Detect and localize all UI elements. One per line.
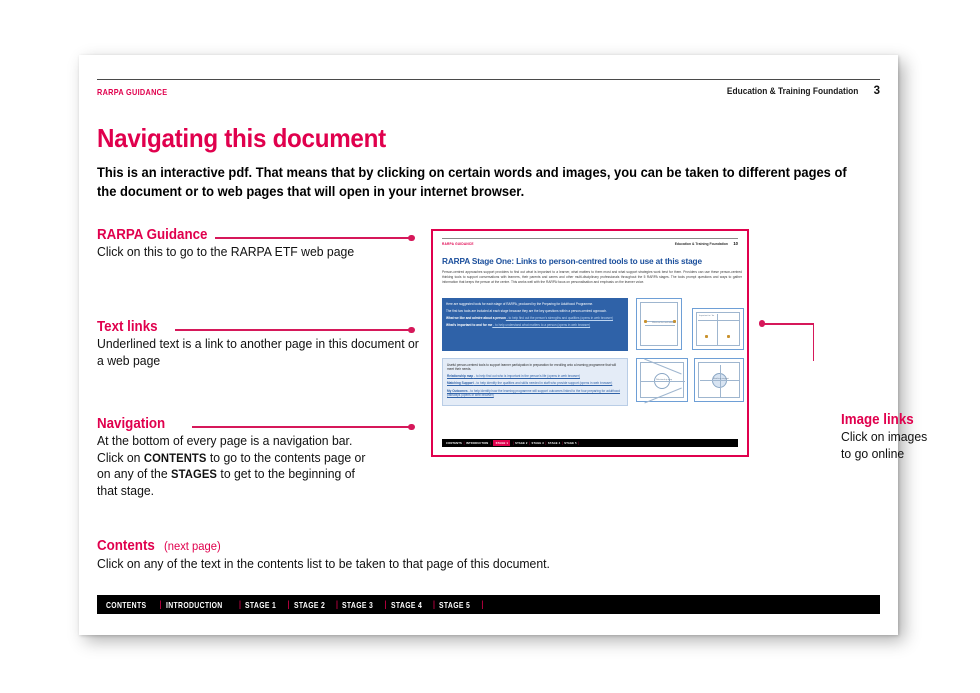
navigation-line-3-post: to get to the beginning of (217, 467, 355, 482)
nav-item-introduction[interactable]: INTRODUCTION (165, 599, 223, 610)
card-caption: Matching support (713, 378, 729, 380)
thumb-nav-separator: | (561, 441, 563, 445)
card-circle (654, 373, 673, 389)
thumbnail-title: RARPA Stage One: Links to person-centred tools to use at this stage (442, 256, 702, 266)
navigation-line-3-pre: on any of the (97, 467, 172, 482)
blue-callout-line-1: Here are suggested tools for each stage of RARPA, produced by the Preparing for Adulthood Programme. (446, 301, 594, 306)
blue-callout-link-2[interactable]: What's important to and for me (446, 323, 493, 328)
image-link-card-1[interactable] (636, 298, 682, 350)
thumbnail-image-link-grid (636, 298, 746, 410)
explainer-body (841, 429, 957, 462)
light-callout-link-1-note[interactable]: - to help find out who is important in the person's life (opens in web browser) (473, 374, 580, 379)
thumb-nav-item-introduction[interactable]: INTRODUCTION (466, 441, 489, 445)
explainer-heading (97, 537, 797, 555)
explainer-heading (97, 227, 437, 243)
thumb-nav-item-contents[interactable]: CONTENTS (446, 441, 462, 445)
explainer-heading-label: RARPA Guidance (97, 227, 208, 243)
connector-elbow-image-links (759, 323, 821, 363)
card-figure-icon (705, 335, 708, 338)
navigation-line-1: At the bottom of every page is a navigation bar. (97, 434, 353, 448)
thumb-nav-separator: | (529, 441, 530, 445)
thumbnail-navigation-bar[interactable] (442, 439, 738, 447)
blue-callout-line-3 (446, 316, 624, 321)
connector-line-text-links (175, 329, 412, 331)
running-head-left: RARPA GUIDANCE (97, 87, 168, 97)
image-link-card-3[interactable] (636, 358, 688, 402)
thumb-nav-separator: | (490, 441, 491, 445)
blue-callout-line-4 (446, 323, 624, 328)
light-callout-link-3-note[interactable]: - to help identify how the learning programme will support outcomes linked to the four preparing for adulthood pathways (opens in web browser) (447, 388, 621, 398)
navigation-line-4: that stage. (97, 484, 155, 499)
light-callout-link-1[interactable]: Relationship map (447, 374, 474, 379)
card-figure-icon (644, 320, 647, 323)
explainer-rarpa-guidance (97, 227, 437, 261)
thumb-nav-separator: | (545, 441, 547, 445)
thumbnail-running-head (442, 238, 738, 249)
running-head (97, 79, 880, 105)
nav-item-contents[interactable]: CONTENTS (106, 599, 147, 610)
nav-separator: | (481, 598, 484, 610)
thumbnail-running-head-right: Education & Training Foundation (674, 241, 728, 246)
card-caption: Important to / for (699, 315, 715, 317)
card-line (645, 325, 675, 326)
connector-line-rarpa-guidance (215, 237, 412, 239)
thumb-nav-item-stage-3[interactable]: STAGE 3 (531, 441, 544, 445)
light-callout-link-2-note[interactable]: - to help identify the qualities and skills needed in staff who provide support (opens in web browser) (473, 381, 613, 386)
explainer-heading-label: Navigation (97, 416, 166, 432)
thumb-nav-item-stage-4[interactable]: STAGE 4 (547, 441, 561, 445)
nav-separator: | (238, 598, 242, 610)
card-caption: What we like and admire (652, 322, 675, 324)
thumbnail-paragraph: Person-centred approaches support providers to find out what is important to a learner, what matters to them most and what support strategies work best for them. Providers can use these person-centred thinking tools to support conversations with learners, their parents and carers and other multi-disciplinary professionals throughout the 5 RARPA stages. The tools prompt questions and ways to gather information that keeps the person at the centre. This works well with the RARPA focus on personalisation and emphasis on the learner voice. (442, 270, 742, 285)
blue-callout-line-2: The first two tools are included at each stage because they are the key questions within a person-centred approach. (446, 308, 607, 313)
explainer-body: Click on this to go to the RARPA ETF web page (97, 245, 355, 259)
card-spoke (720, 365, 721, 397)
page-thumbnail-preview[interactable] (431, 229, 749, 457)
running-head-right: Education & Training Foundation (726, 86, 858, 97)
light-callout-intro: Useful person-centred tools to support learner participation in preparation for enrolling onto a learning programme that will meet their needs. (447, 362, 616, 372)
image-link-card-4[interactable] (694, 358, 744, 402)
explainer-body (97, 433, 427, 500)
card-sheet (696, 312, 740, 346)
page-title: Navigating this document (97, 123, 386, 153)
thumbnail-running-head-left: RARPA GUIDANCE (442, 242, 474, 246)
thumb-nav-item-stage-5[interactable]: STAGE 5 (564, 441, 577, 445)
light-callout-item-2 (447, 381, 623, 386)
nav-item-stage-4[interactable]: STAGE 4 (390, 599, 422, 610)
navigation-contents-emphasis: CONTENTS (143, 451, 207, 465)
thumbnail-blue-callout (442, 298, 628, 351)
navigation-stages-emphasis: STAGES (171, 468, 218, 482)
connector-line-navigation (192, 426, 412, 428)
nav-item-stage-1[interactable]: STAGE 1 (245, 599, 277, 610)
thumbnail-light-callout (442, 358, 628, 406)
nav-item-stage-5[interactable]: STAGE 5 (439, 599, 471, 610)
page-number: 3 (873, 85, 880, 97)
light-callout-link-2[interactable]: Matching Support (447, 381, 474, 386)
explainer-heading (97, 319, 437, 335)
blue-callout-link-1[interactable]: What we like and admire about a person (446, 316, 506, 321)
navigation-line-2-pre: Click on (97, 450, 144, 465)
thumb-nav-item-stage-1-active[interactable]: STAGE 1 (493, 440, 510, 445)
document-page (79, 55, 928, 635)
explainer-navigation (97, 416, 437, 500)
contents-heading-label: Contents (97, 538, 155, 554)
nav-separator: | (432, 598, 436, 610)
explainer-heading-label: Text links (97, 319, 158, 335)
light-callout-item-1 (447, 374, 623, 379)
blue-callout-link-2-note[interactable]: - to help understand what matters to a person (opens in web browser) (492, 323, 591, 328)
image-link-card-2[interactable] (692, 308, 744, 350)
thumb-nav-separator: | (578, 441, 580, 445)
intro-paragraph: This is an interactive pdf. That means that by clicking on certain words and images, you can be taken to different pages of the document or to web pages that will open in your internet browser. (97, 165, 847, 200)
nav-separator: | (384, 598, 387, 610)
explainer-heading (97, 416, 437, 432)
image-links-line-2: to go online (841, 446, 905, 461)
card-spoke (700, 380, 740, 381)
explainer-image-links (841, 412, 961, 462)
nav-item-stage-3[interactable]: STAGE 3 (342, 599, 374, 610)
thumb-nav-item-stage-2[interactable]: STAGE 2 (515, 441, 528, 445)
card-caption: Relationship map (656, 379, 673, 381)
nav-separator: | (287, 598, 290, 610)
connector-vertical (813, 323, 815, 361)
connector-horizontal (762, 323, 814, 325)
card-divider (717, 314, 718, 346)
thumbnail-page-number: 10 (733, 241, 738, 247)
card-figure-icon (727, 335, 730, 338)
contents-heading-note: (next page) (164, 539, 222, 553)
light-callout-link-3[interactable]: My Outcomes (447, 388, 468, 393)
light-callout-item-3 (447, 389, 623, 398)
explainer-contents (97, 537, 797, 573)
explainer-body: Click on any of the text in the contents list to be taken to that page of this document. (97, 557, 550, 571)
explainer-text-links (97, 319, 437, 369)
image-links-line-1: Click on images (841, 430, 928, 444)
explainer-heading-label: Image links (841, 412, 914, 428)
thumb-nav-separator: | (512, 441, 514, 445)
thumb-nav-separator: | (463, 441, 465, 445)
blue-callout-link-1-note[interactable]: - to help find out the person's strengths and qualities (opens in web browser) (505, 316, 613, 321)
card-line (698, 320, 740, 321)
thumbnail-inner-page (438, 236, 742, 450)
nav-item-stage-2[interactable]: STAGE 2 (293, 599, 325, 610)
card-sheet (640, 302, 678, 346)
nav-separator: | (159, 598, 162, 610)
page-navigation-bar[interactable] (97, 595, 880, 614)
navigation-line-2-post: to go to the contents page or (206, 450, 366, 465)
explainer-body: Underlined text is a link to another page in this document or a web page (97, 337, 419, 368)
nav-separator: | (335, 598, 339, 610)
